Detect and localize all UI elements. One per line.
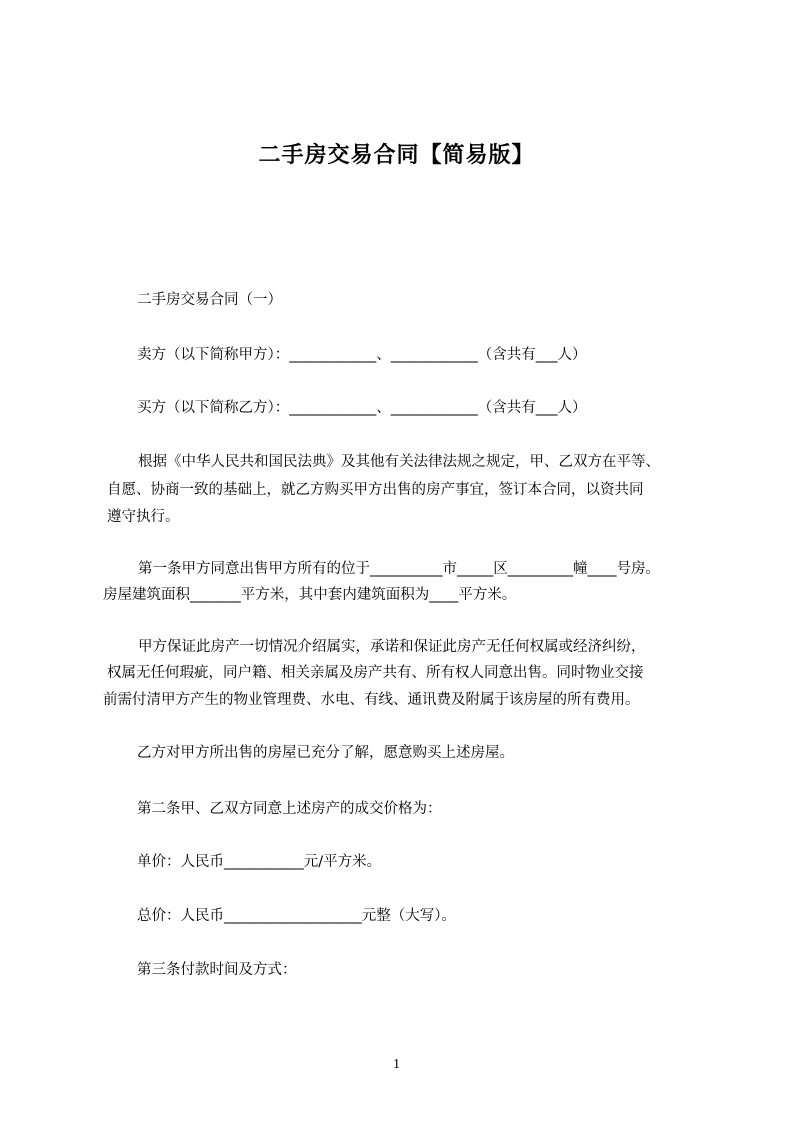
guarantee-line-1: 甲方保证此房产一切情况介绍属实，承诺和保证此房产无任何权属或经济纠纷， — [138, 639, 646, 655]
preamble-line-1: 根据《中华人民共和国民法典》及其他有关法律法规之规定，甲、乙双方在平等、 — [138, 454, 660, 470]
buyer-line: 买方（以下简称乙方）：____________、____________（含共有___人） — [137, 400, 587, 416]
article-2-heading: 第二条甲、乙双方同意上述房产的成交价格为： — [137, 801, 442, 817]
preamble-line-3: 遵守执行。 — [107, 509, 180, 525]
guarantee-line-2: 权属无任何瑕疵，同户籍、相关亲属及房产共有、所有权人同意出售。同时物业交接 — [107, 665, 644, 681]
total-price-line: 总价：人民币___________________元整（大写）。 — [137, 908, 456, 924]
guarantee-line-3: 前需付清甲方产生的物业管理费、水电、有线、通讯费及附属于该房屋的所有费用。 — [103, 692, 640, 708]
document-title: 二手房交易合同【简易版】 — [258, 143, 535, 168]
preamble-line-2: 自愿、协商一致的基础上，就乙方购买甲方出售的房产事宜，签订本合同，以资共同 — [107, 482, 644, 498]
contract-subtitle: 二手房交易合同（一） — [137, 292, 282, 308]
page-number: 1 — [393, 1057, 400, 1072]
article-1-line-1: 第一条甲方同意出售甲方所有的位于__________市_____区_________幢____号房。 — [138, 561, 660, 577]
article-3-heading: 第三条付款时间及方式： — [137, 962, 297, 978]
buyer-acknowledgement: 乙方对甲方所出售的房屋已充分了解，愿意购买上述房屋。 — [137, 745, 514, 761]
article-1-line-2: 房屋建筑面积_______平方米，其中套内建筑面积为____平方米。 — [103, 587, 517, 603]
unit-price-line: 单价：人民币___________元/平方米。 — [137, 854, 382, 870]
seller-line: 卖方（以下简称甲方）：____________、____________（含共有___人） — [137, 347, 587, 363]
